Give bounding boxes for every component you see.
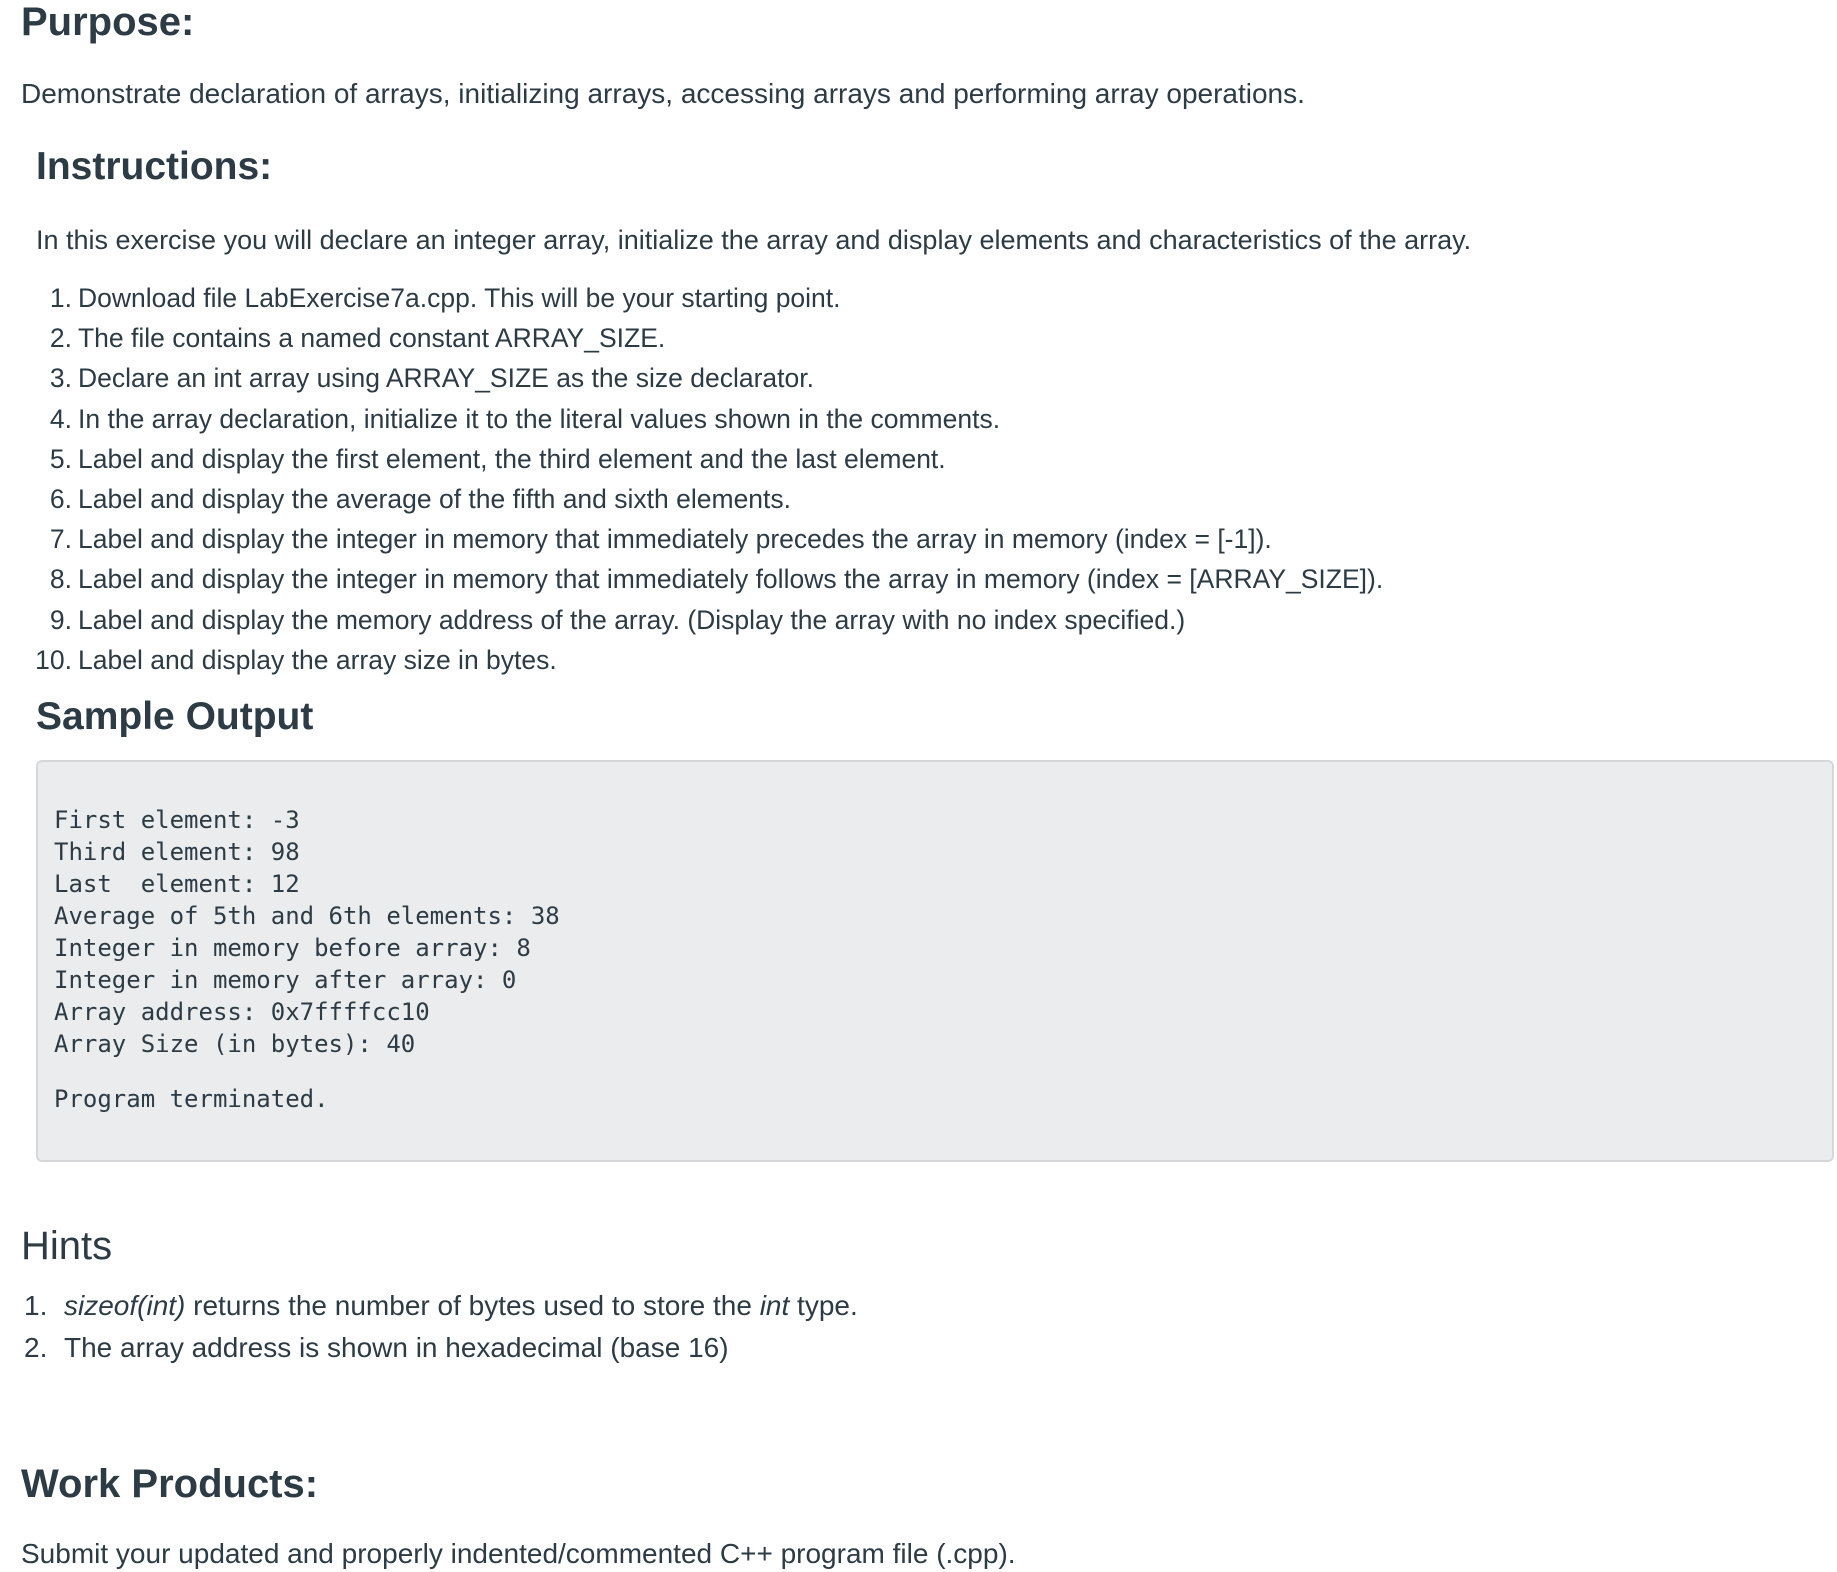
list-item: 3. Declare an int array using ARRAY_SIZE as the size declarator. [49, 363, 814, 394]
code-line: Program terminated. [54, 1085, 329, 1113]
purpose-text: Demonstrate declaration of arrays, initializing arrays, accessing arrays and performing array operations. [21, 78, 1305, 109]
code-line: Last element: 12 [54, 870, 300, 898]
code-line: Array address: 0x7ffffcc10 [54, 998, 430, 1026]
inline-code: sizeof(int) [64, 1290, 186, 1321]
purpose-heading: Purpose: [21, 0, 195, 44]
work-products-heading: Work Products: [21, 1462, 319, 1506]
hints-heading: Hints [21, 1224, 113, 1268]
code-line: Average of 5th and 6th elements: 38 [54, 902, 560, 930]
inline-code: int [759, 1290, 790, 1321]
instructions-intro: In this exercise you will declare an integer array, initialize the array and display elements and characteristics of the array. [36, 225, 1472, 255]
sample-output-code-block [36, 760, 1834, 1162]
code-line: First element: -3 [54, 806, 300, 834]
list-item: 2. The array address is shown in hexadecimal (base 16) [24, 1332, 729, 1363]
list-item: 1. Download file LabExercise7a.cpp. This will be your starting point. [49, 283, 841, 313]
list-item: 8. Label and display the integer in memory that immediately follows the array in memory (index = [ARRAY_SIZE]). [49, 564, 1384, 595]
code-line: Integer in memory before array: 8 [54, 934, 531, 962]
list-item: 2. The file contains a named constant ARRAY_SIZE. [49, 323, 666, 354]
hints-list [24, 1285, 858, 1369]
list-item: 6. Label and display the average of the fifth and sixth elements. [49, 483, 792, 514]
list-item: 5. Label and display the first element, the third element and the last element. [49, 443, 946, 474]
list-item: 10. Label and display the array size in bytes. [35, 644, 557, 675]
instructions-heading: Instructions: [36, 145, 273, 188]
sample-output-heading: Sample Output [36, 695, 314, 738]
work-products-text: Submit your updated and properly indented/commented C++ program file (.cpp). [21, 1538, 1016, 1569]
instructions-steps-list [34, 278, 1383, 680]
code-line: Integer in memory after array: 0 [54, 966, 517, 994]
list-item: 1. sizeof(int) returns the number of bytes used to store the int type. [24, 1290, 858, 1321]
code-line: Third element: 98 [54, 838, 300, 866]
list-item: 7. Label and display the integer in memory that immediately precedes the array in memory (index = [-1]). [49, 524, 1272, 555]
list-item: 9. Label and display the memory address of the array. (Display the array with no index specified.) [49, 604, 1186, 635]
list-item: 4. In the array declaration, initialize it to the literal values shown in the comments. [49, 403, 1001, 434]
code-line: Array Size (in bytes): 40 [54, 1030, 416, 1058]
